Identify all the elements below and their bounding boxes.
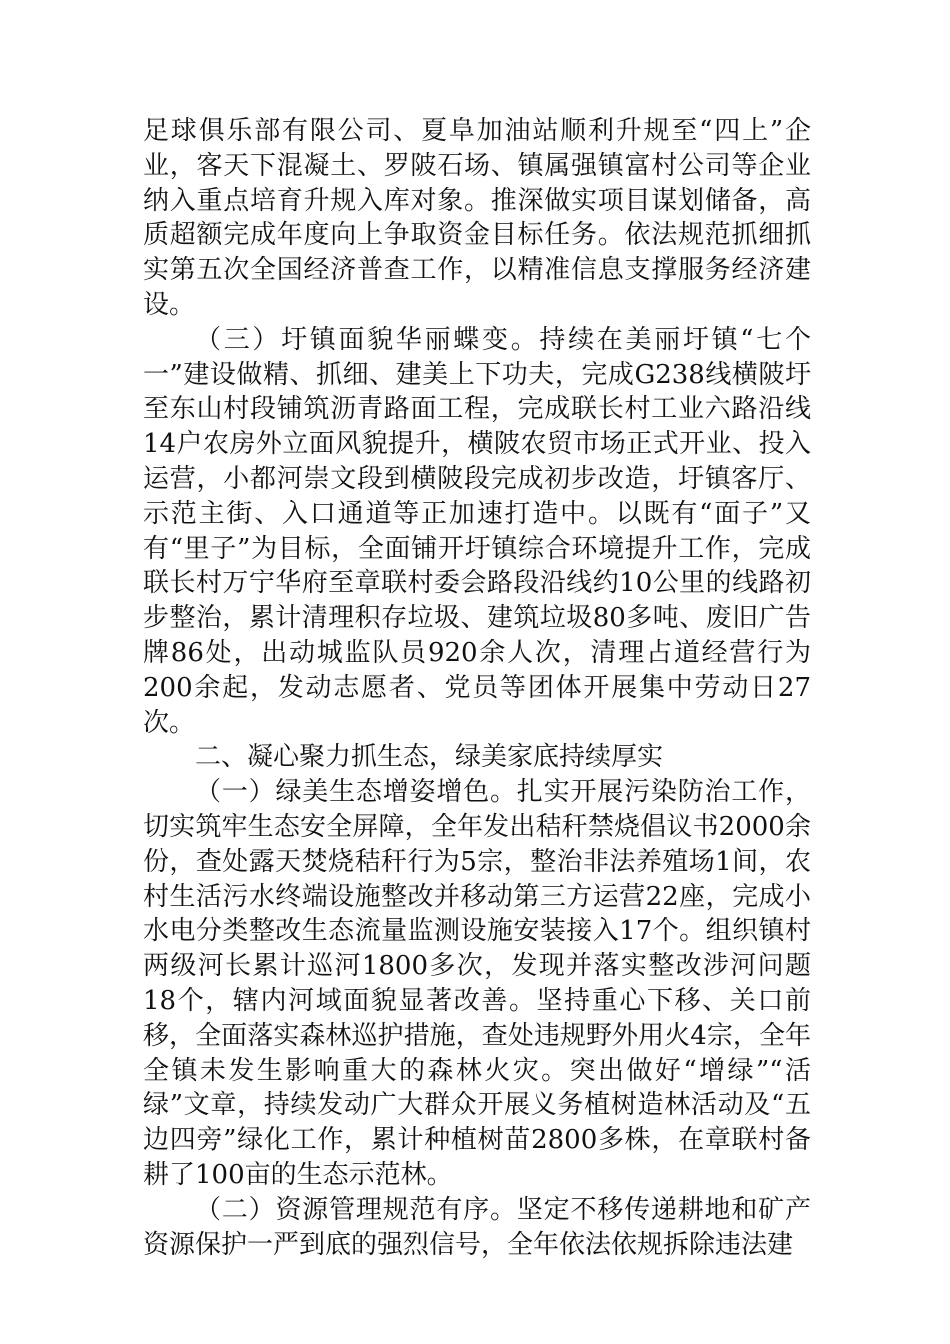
paragraph-green-ecology: （一）绿美生态增姿增色。扎实开展污染防治工作，切实筑牢生态安全屏障，全年发出秸秆禁烧倡议书2000余份，查处露天焚烧秸秆行为5宗，整治非法养殖场1间，农村生活污水终端设施整改并移动第三方运营22座，完成小水电分类整改生态流量监测设施安装接入17个。组织镇村两级河长累计巡河1800多次，发现并落实整改涉河问题18个，辖内河域面貌显著改善。坚持重心下移、关口前移，全面落实森林巡护措施，查处违规野外用火4宗，全年全镇未发生影响重大的森林火灾。突出做好“增绿”“活绿”文章，持续发动广大群众开展义务植树造林活动及“五边四旁”绿化工作，累计种植树苗2800多株，在章联村备耕了100亩的生态示范林。 xyxy=(143,777,811,1190)
section-heading-ecology: 二、凝心聚力抓生态，绿美家底持续厚实 xyxy=(195,742,664,773)
paragraph-resource-management: （二）资源管理规范有序。坚定不移传递耕地和矿产资源保护一严到底的强烈信号，全年依法依规拆除违法建 xyxy=(143,1194,811,1260)
paragraph-town-appearance: （三）圩镇面貌华丽蝶变。持续在美丽圩镇“七个一”建设做精、抓细、建美上下功夫，完成G238线横陂圩至东山村段铺筑沥青路面工程，完成联长村工业六路沿线14户农房外立面风貌提升，横陂农贸市场正式开业、投入运营，小都河崇文段到横陂段完成初步改造，圩镇客厅、示范主街、入口通道等正加速打造中。以既有“面子”又有“里子”为目标，全面铺开圩镇综合环境提升工作，完成联长村万宁华府至章联村委会路段沿线约10公里的线路初步整治，累计清理积存垃圾、建筑垃圾80多吨、废旧广告牌86处，出动城监队员920余人次，清理占道经营行为200余起，发动志愿者、党员等团体开展集中劳动日27次。 xyxy=(143,324,811,738)
document-body xyxy=(143,114,811,1262)
paragraph-economy-continued: 足球俱乐部有限公司、夏阜加油站顺利升规至“四上”企业，客天下混凝土、罗陂石场、镇属强镇富村公司等企业纳入重点培育升规入库对象。推深做实项目谋划储备，高质超额完成年度向上争取资金目标任务。依法规范抓细抓实第五次全国经济普查工作，以精准信息支撑服务经济建设。 xyxy=(143,116,811,320)
